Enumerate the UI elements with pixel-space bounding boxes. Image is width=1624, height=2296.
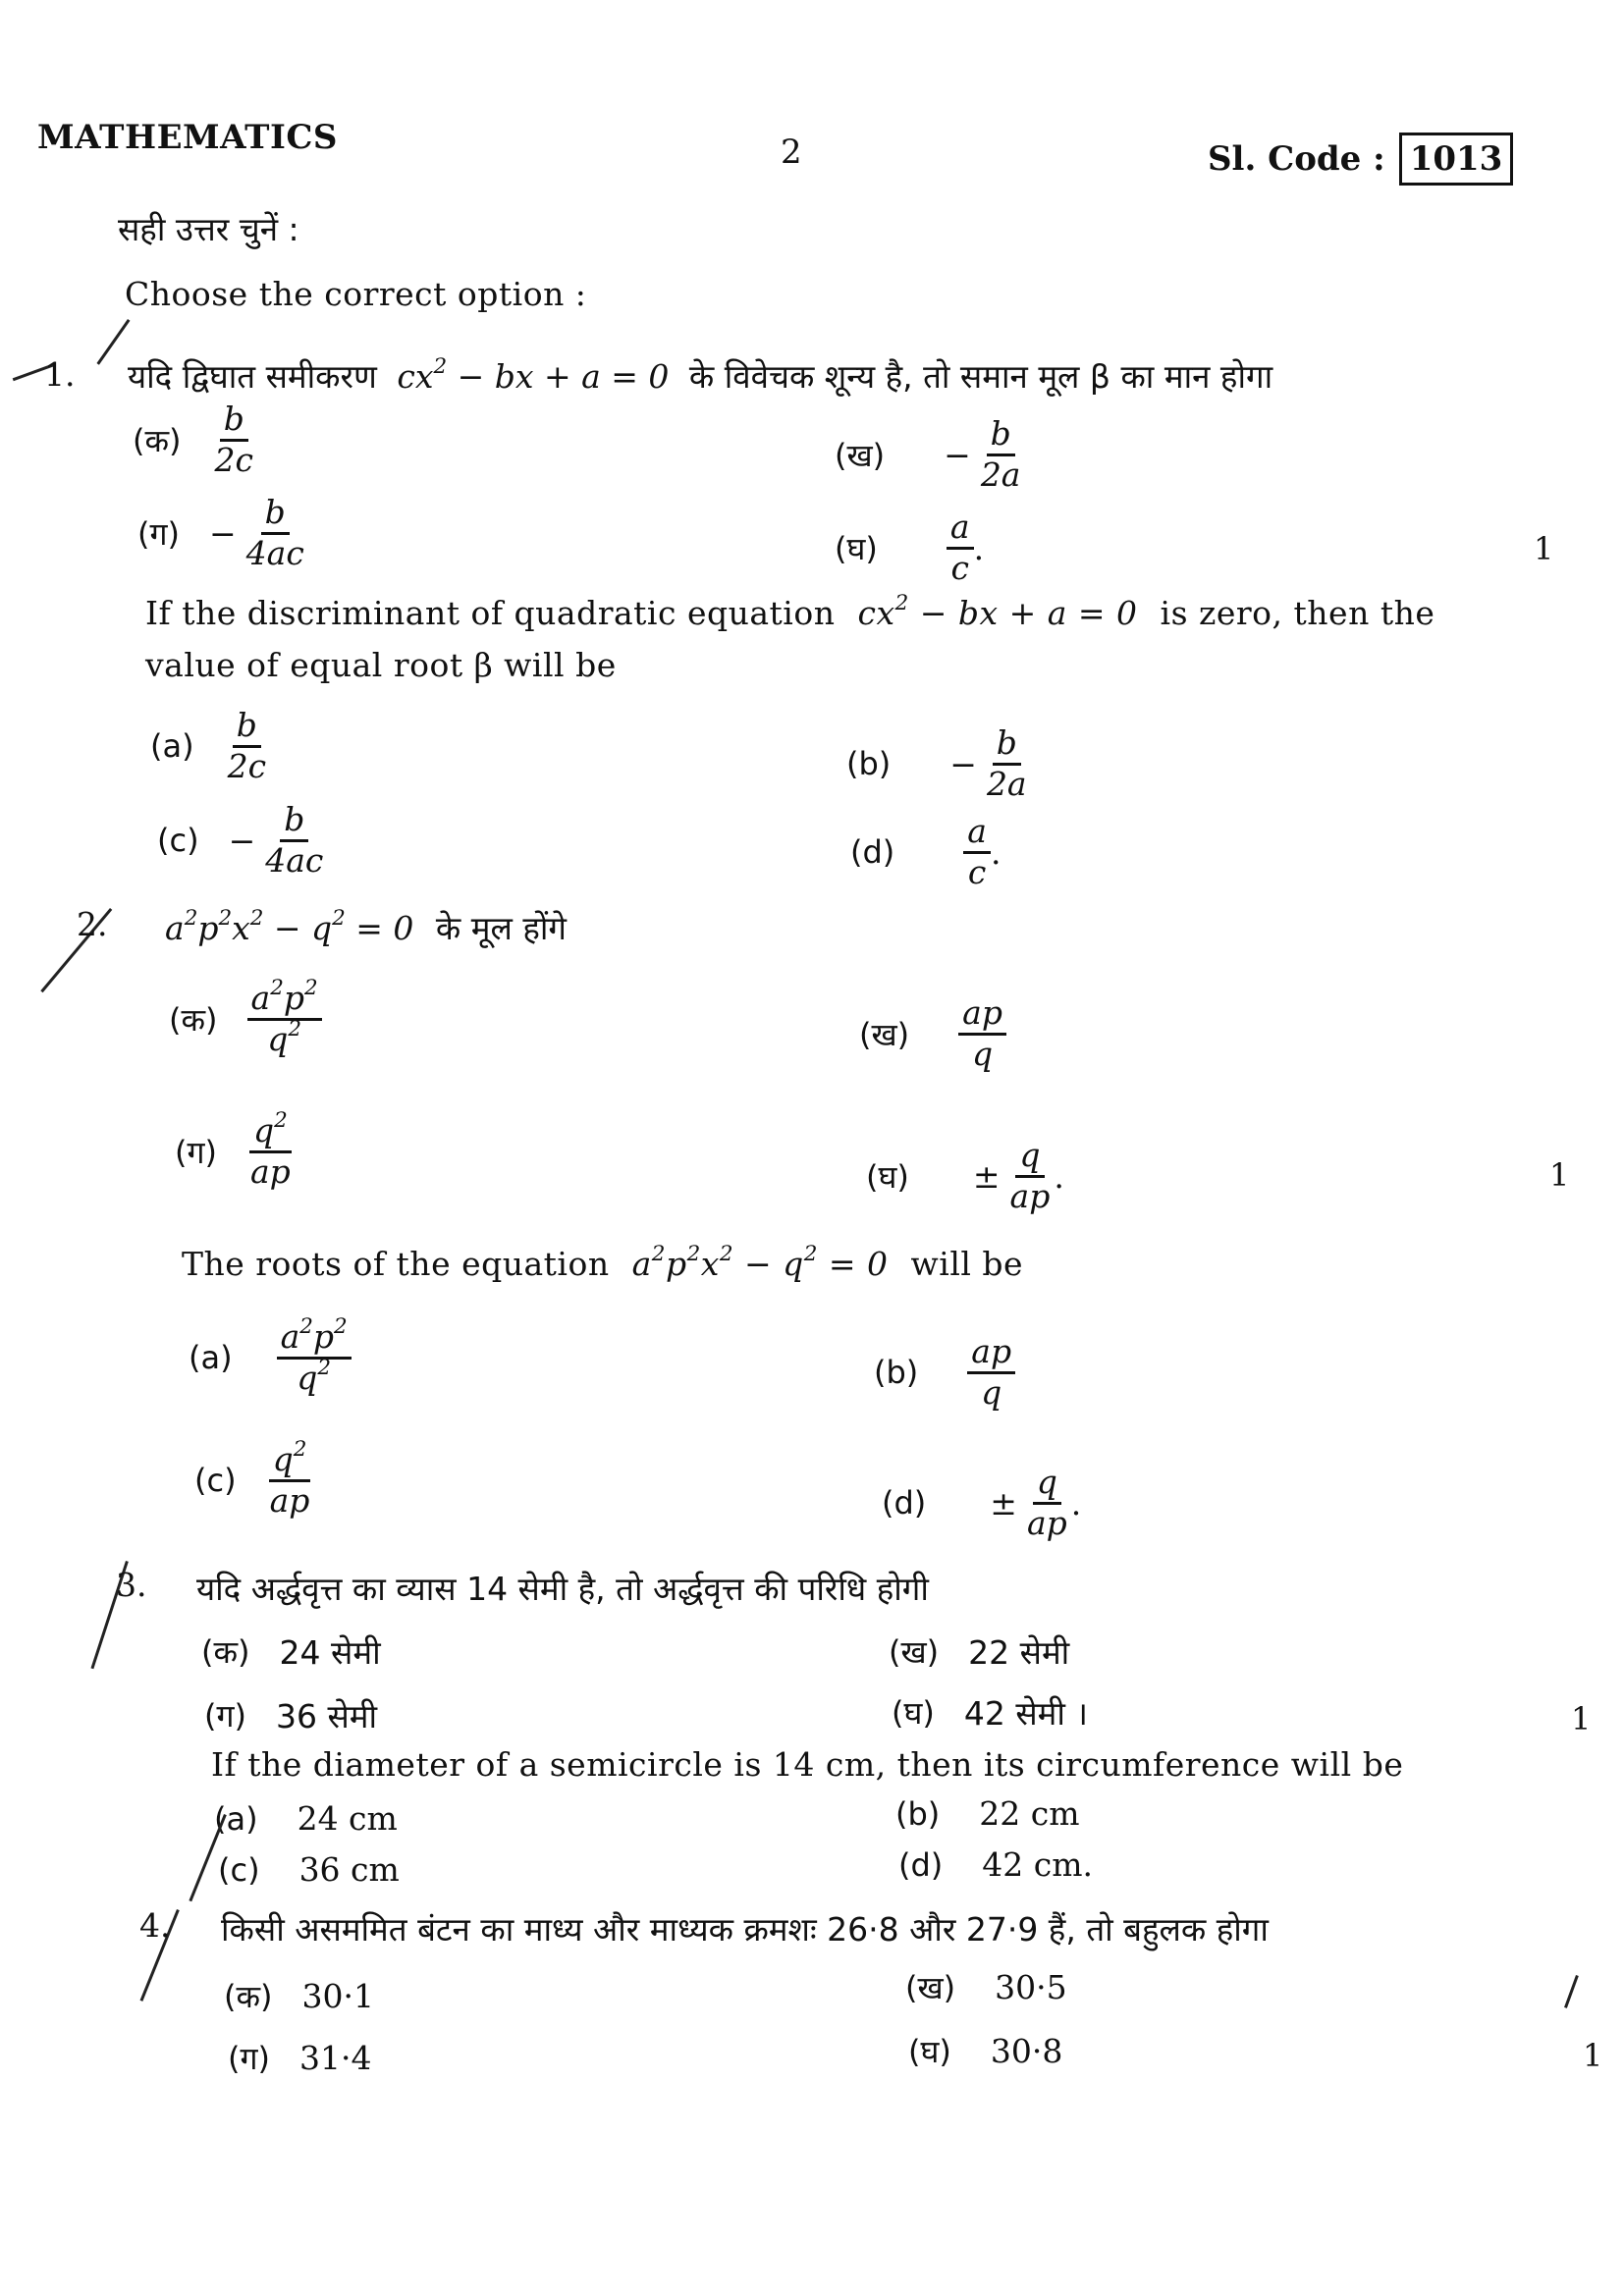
instruction-english: Choose the correct option : xyxy=(125,275,587,313)
option-kha: (ख) 22 सेमी xyxy=(889,1633,1070,1672)
fraction: $\frac{b}{4ac}$ xyxy=(245,493,304,572)
question-1-english-line2: value of equal root β will be xyxy=(145,646,617,684)
option-ka: (क) 24 सेमी xyxy=(201,1633,381,1672)
question-1-english-line1: If the discriminant of quadratic equation $cx^2$ − bx + a = 0 is zero, then the xyxy=(145,591,1435,632)
option-ga: (ग) − $\frac{b}{4ac}$ xyxy=(137,496,308,570)
page-number: 2 xyxy=(781,133,802,172)
fraction: $\frac{b}{2c}$ xyxy=(214,400,254,479)
option-b: (b) 22 cm xyxy=(895,1794,1080,1833)
option-ga: (ग) 31·4 xyxy=(228,2039,372,2077)
option-a: (a) 24 cm xyxy=(214,1799,398,1838)
option-kha: (ख) 30·5 xyxy=(905,1968,1067,2006)
question-number: 4. xyxy=(139,1906,171,1945)
option-ga: (ग) 36 सेमी xyxy=(204,1697,378,1735)
marks: 1 xyxy=(1571,1700,1592,1737)
option-b: (b) $\frac{ap}{q}$ xyxy=(874,1335,1015,1410)
option-ka: (क) 30·1 xyxy=(224,1977,375,2015)
check-mark-icon xyxy=(1564,1975,1579,2008)
question-3-hindi: यदि अर्द्धवृत्त का व्यास 14 सेमी है, तो अर्द्धवृत्त की परिधि होगी xyxy=(196,1570,929,1608)
question-number: 2. xyxy=(77,905,108,943)
fraction: $\frac{a}{c}$ xyxy=(947,510,974,585)
check-mark-icon xyxy=(96,319,130,365)
marks: 1 xyxy=(1549,1156,1570,1194)
option-d: (d) ± $\frac{q}{ap}$ . xyxy=(882,1463,1082,1542)
subject-title: MATHEMATICS xyxy=(37,118,338,157)
option-d: (d) $\frac{a}{c}$ . xyxy=(850,812,1001,891)
option-a: (a) $\frac{a^2p^2}{q^2}$ xyxy=(189,1320,352,1395)
option-b: (b) − $\frac{b}{2a}$ xyxy=(846,723,1027,803)
question-3-english: If the diameter of a semicircle is 14 cm, then its circumference will be xyxy=(211,1745,1404,1784)
option-ka: (क) $\frac{b}{2c}$ xyxy=(133,402,257,477)
question-2-english: The roots of the equation $a^2p^2x^2 - q^2 = 0$ will be xyxy=(182,1242,1024,1283)
option-gha: (घ) ± $\frac{q}{ap}$ . xyxy=(866,1136,1064,1215)
option-gha: (घ) $\frac{a}{c}$ . xyxy=(835,507,985,587)
question-number: 1. xyxy=(44,355,76,394)
option-c: (c) 36 cm xyxy=(218,1850,400,1889)
option-gha: (घ) 30·8 xyxy=(908,2032,1063,2070)
fraction: $\frac{b}{2a}$ xyxy=(980,414,1021,494)
marks: 1 xyxy=(1583,2037,1603,2074)
option-c: (c) $\frac{q^2}{ap}$ xyxy=(194,1437,310,1520)
option-ga: (ग) $\frac{q^2}{ap}$ xyxy=(175,1108,291,1191)
serial-code-label: Sl. Code : xyxy=(1208,139,1385,179)
option-kha: (ख) $\frac{ap}{q}$ xyxy=(859,996,1006,1071)
option-gha: (घ) 42 सेमी । xyxy=(892,1694,1088,1733)
option-d: (d) 42 cm. xyxy=(898,1845,1094,1884)
question-number: 3. xyxy=(116,1566,147,1604)
question-4-hindi: किसी असममित बंटन का माध्य और माध्यक क्रमशः 26·8 और 27·9 हैं, तो बहुलक होगा xyxy=(221,1910,1269,1949)
option-c: (c) − $\frac{b}{4ac}$ xyxy=(157,800,324,880)
option-a: (a) $\frac{b}{2c}$ xyxy=(150,706,267,785)
option-ka: (क) $\frac{a^2p^2}{q^2}$ xyxy=(169,982,322,1056)
serial-code-value: 1013 xyxy=(1399,133,1514,186)
option-kha: (ख) − $\frac{b}{2a}$ xyxy=(835,417,1024,492)
instruction-hindi: सही उत्तर चुनें : xyxy=(118,210,299,248)
serial-code xyxy=(1208,133,1513,186)
question-1-hindi: यदि द्विघात समीकरण $cx^2$ − bx + a = 0 के विवेचक शून्य है, तो समान मूल β का मान होगा xyxy=(128,354,1273,396)
equation: $cx^2$ − bx + a = 0 xyxy=(397,354,670,396)
marks: 1 xyxy=(1534,530,1554,567)
question-2-hindi: $a^2p^2x^2 - q^2 = 0$ के मूल होंगे xyxy=(165,906,567,947)
